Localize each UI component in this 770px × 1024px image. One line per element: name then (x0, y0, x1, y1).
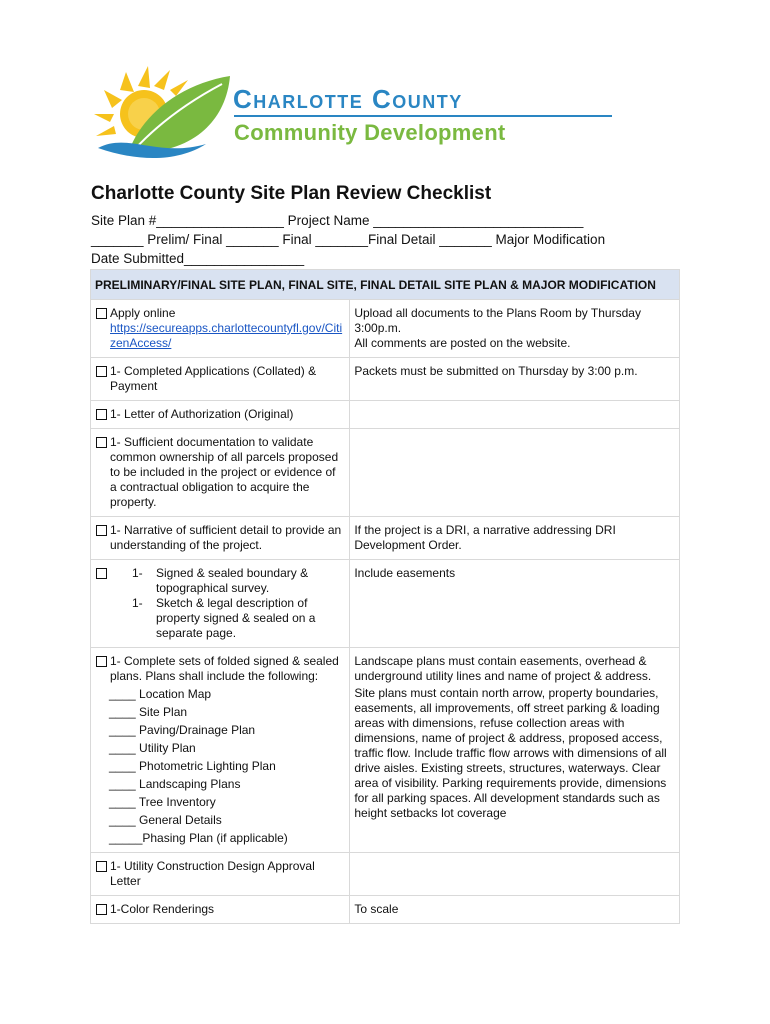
checklist-item-cell (91, 401, 350, 429)
item-label: Apply online (110, 306, 176, 320)
table-row (91, 517, 680, 560)
logo-subtitle: Community Development (234, 120, 506, 145)
notes-text: Landscape plans must contain easements, overhead & underground utility lines and name of project & address. (354, 654, 652, 683)
plan-type-line: _______ Prelim/ Final _______ Final _______Final Detail _______ Major Modification (91, 232, 606, 247)
charlotte-county-logo (88, 62, 608, 162)
table-row (91, 401, 680, 429)
list-item: _____Phasing Plan (if applicable) (109, 831, 288, 845)
list-item (110, 596, 345, 641)
list-item-number: 1- (132, 596, 143, 610)
list-item: ____ Tree Inventory (109, 795, 216, 809)
checklist-item-cell (91, 358, 350, 401)
checkbox-icon[interactable] (96, 308, 107, 319)
item-label: 1- Utility Construction Design Approval Letter (110, 859, 315, 888)
list-item-number: 1- (132, 566, 143, 580)
checkbox-icon[interactable] (96, 656, 107, 667)
notes-text: To scale (354, 902, 399, 916)
list-item: ____ Landscaping Plans (109, 777, 241, 791)
checklist-item-cell (91, 517, 350, 560)
logo-title: Charlotte County (233, 84, 463, 114)
site-plan-project-line: Site Plan #_________________ Project Name ____________________________ (91, 213, 584, 228)
list-item-text: Signed & sealed boundary & topographical survey. (156, 566, 309, 595)
list-item: ____ Paving/Drainage Plan (109, 723, 256, 737)
checklist-item-cell (91, 429, 350, 517)
list-item: ____ Site Plan (109, 705, 188, 719)
plan-items-list (95, 687, 345, 846)
table-row (91, 648, 680, 853)
sun-leaf-logo-icon (88, 62, 238, 162)
item-label: 1-Color Renderings (110, 902, 215, 916)
list-item: ____ Utility Plan (109, 741, 196, 755)
list-item: ____ General Details (109, 813, 222, 827)
checklist-item-cell (91, 896, 350, 924)
table-row (91, 896, 680, 924)
list-item-text: Sketch & legal description of property signed & sealed on a separate page. (156, 596, 316, 640)
checkbox-icon[interactable] (96, 366, 107, 377)
checkbox-icon[interactable] (96, 525, 107, 536)
checkbox-icon[interactable] (96, 568, 107, 579)
notes-text: Upload all documents to the Plans Room by Thursday 3:00p.m. (354, 306, 641, 335)
notes-text: Include easements (354, 566, 456, 580)
checklist-item-cell (91, 648, 350, 853)
notes-text: Site plans must contain north arrow, property boundaries, easements, all improvements, off street parking & loading areas with dimensions, refuse collection areas with dimensions, name of project & address, proposed access, traffic flow. Include traffic flow arrows with dimensions of all drive aisles. Existing streets, structures, waterways. Clear area of visibility. Parking requirements provide, dimensions for all parking spaces. All development standards such as height setbacks lot coverage (354, 686, 667, 820)
checklist-item-cell (91, 560, 350, 648)
notes-cell (350, 648, 680, 853)
table-row (91, 429, 680, 517)
notes-cell (350, 853, 680, 896)
notes-cell (350, 560, 680, 648)
notes-text: Packets must be submitted on Thursday by 3:00 p.m. (354, 364, 638, 378)
item-label: 1- Sufficient documentation to validate common ownership of all parcels proposed to be included in the project or evidence of a contractual obligation to acquire the property. (110, 435, 339, 509)
item-label: 1- Completed Applications (Collated) & Payment (110, 364, 317, 393)
notes-cell (350, 300, 680, 358)
logo-divider (234, 115, 612, 117)
table-header-row (91, 270, 680, 300)
checklist-item-cell (91, 853, 350, 896)
table-header: PRELIMINARY/FINAL SITE PLAN, FINAL SITE, FINAL DETAIL SITE PLAN & MAJOR MODIFICATION (91, 270, 680, 300)
checkbox-icon[interactable] (96, 437, 107, 448)
list-item: ____ Location Map (109, 687, 212, 701)
item-label: 1- Narrative of sufficient detail to provide an understanding of the project. (110, 523, 342, 552)
checkbox-icon[interactable] (96, 861, 107, 872)
list-item: ____ Photometric Lighting Plan (109, 759, 276, 773)
table-row (91, 300, 680, 358)
checklist-table (90, 269, 680, 924)
table-row (91, 560, 680, 648)
notes-cell (350, 517, 680, 560)
item-label: 1- Letter of Authorization (Original) (110, 407, 294, 421)
notes-text: All comments are posted on the website. (354, 336, 571, 350)
notes-cell (350, 358, 680, 401)
checklist-item-cell (91, 300, 350, 358)
notes-cell (350, 429, 680, 517)
item-label: 1- Complete sets of folded signed & sealed plans. Plans shall include the following: (110, 654, 339, 683)
checkbox-icon[interactable] (96, 409, 107, 420)
notes-text: If the project is a DRI, a narrative addressing DRI Development Order. (354, 523, 616, 552)
document-title: Charlotte County Site Plan Review Checklist (91, 183, 492, 204)
list-item (110, 566, 345, 596)
date-submitted-line: Date Submitted________________ (91, 251, 305, 266)
checkbox-icon[interactable] (96, 904, 107, 915)
survey-sub-list (110, 566, 345, 641)
table-row (91, 358, 680, 401)
notes-cell (350, 896, 680, 924)
table-row (91, 853, 680, 896)
notes-cell (350, 401, 680, 429)
citizen-access-link[interactable]: https://secureapps.charlottecountyfl.gov/CitizenAccess/ (110, 321, 343, 350)
